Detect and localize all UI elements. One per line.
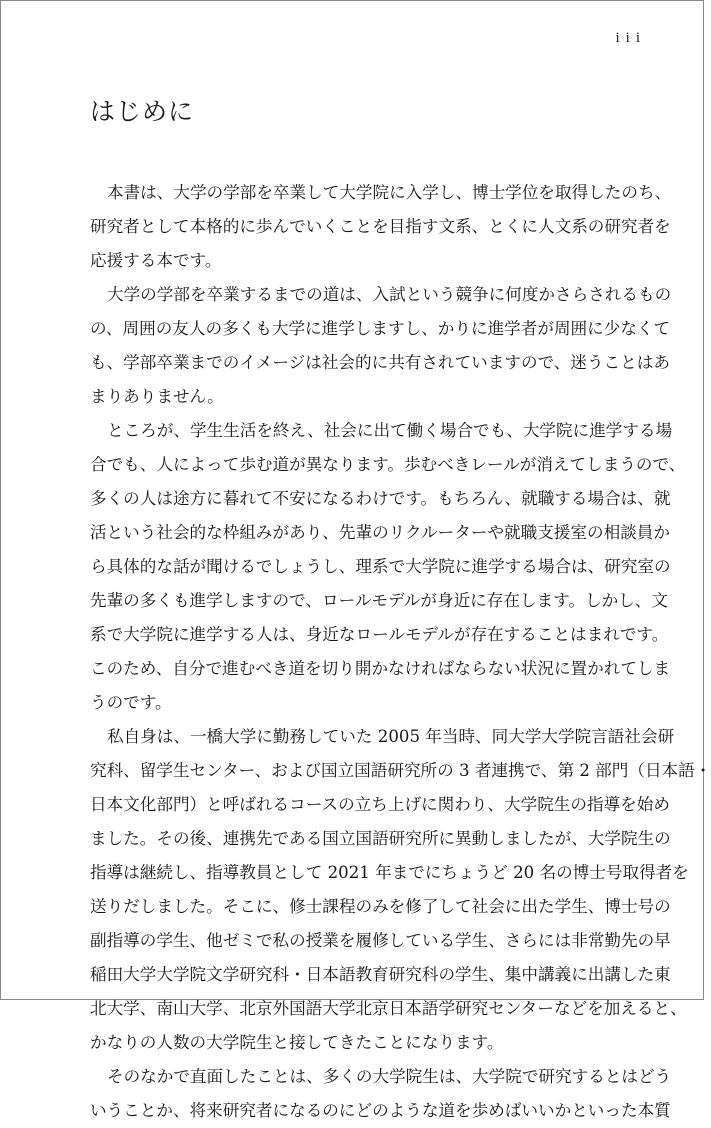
body-line: ところが、学生生活を終え、社会に出て働く場合でも、大学院に進学する場 — [107, 421, 673, 440]
body-line: ら具体的な話が聞けるでしょうし、理系で大学院に進学する場合は、研究室の — [90, 557, 671, 576]
body-line: ました。その後、連携先である国立国語研究所に異動しましたが、大学院生の — [90, 829, 671, 848]
body-line: の、周囲の友人の多くも大学に進学しますし、かりに進学者が周囲に少なくて — [90, 319, 671, 338]
body-line: まりありません。 — [90, 387, 224, 406]
body-line: 応援する本です。 — [90, 251, 222, 270]
body-line: そのなかで直面したことは、多くの大学院生は、大学院で研究するとはどう — [107, 1067, 672, 1086]
body-line: 多くの人は途方に暮れて不安になるわけです。もちろん、就職する場合は、就 — [90, 489, 671, 508]
body-line: いうことか、将来研究者になるのにどのような道を歩めばいいかといった本質 — [90, 1101, 671, 1120]
body-line: 本書は、大学の学部を卒業して大学院に入学し、博士学位を取得したのち、 — [107, 183, 672, 202]
body-line: 研究者として本格的に歩んでいくことを目指す文系、とくに人文系の研究者を — [90, 217, 671, 236]
body-line: このため、自分で進むべき道を切り開かなければならない状況に置かれてしま — [90, 659, 671, 678]
body-line: 北大学、南山大学、北京外国語大学北京日本語学研究センターなどを加えると、 — [90, 999, 687, 1018]
page-number: iii — [615, 30, 646, 46]
chapter-title: はじめに — [90, 97, 195, 126]
body-line: 究科、留学生センター、および国立国語研究所の 3 者連携で、第 2 部門（日本語・ — [90, 761, 711, 780]
body-line: 合でも、人によって歩む道が異なります。歩むべきレールが消えてしまうので、 — [90, 455, 686, 474]
body-line: 私自身は、一橋大学に勤務していた 2005 年当時、同大学大学院言語社会研 — [107, 727, 675, 746]
body-line: 系で大学院に進学する人は、身近なロールモデルが存在することはまれです。 — [90, 625, 669, 644]
body-line: 大学の学部を卒業するまでの道は、入試という競争に何度かさらされるもの — [107, 285, 672, 304]
body-line: も、学部卒業までのイメージは社会的に共有されていますので、迷うことはあ — [90, 353, 670, 372]
body-line: 活という社会的な枠組みがあり、先輩のリクルーターや就職支援室の相談員か — [90, 523, 670, 542]
body-line: 送りだしました。そこに、修士課程のみを修了して社会に出た学生、博士号の — [90, 897, 671, 916]
body-line: 稲田大学大学院文学研究科・日本語教育研究科の学生、集中講義に出講した東 — [90, 965, 671, 984]
body-line: 副指導の学生、他ゼミで私の授業を履修している学生、さらには非常勤先の早 — [90, 931, 671, 950]
body-line: 日本文化部門）と呼ばれるコースの立ち上げに関わり、大学院生の指導を始め — [90, 795, 670, 814]
body-line: かなりの人数の大学院生と接してきたことになります。 — [90, 1033, 504, 1052]
body-line: 指導は継続し、指導教員として 2021 年までにちょうど 20 名の博士号取得者を — [90, 863, 689, 882]
body-line: うのです。 — [90, 693, 172, 712]
body-line: 先輩の多くも進学しますので、ロールモデルが身近に存在します。しかし、文 — [90, 591, 668, 610]
body-text — [90, 176, 711, 1128]
